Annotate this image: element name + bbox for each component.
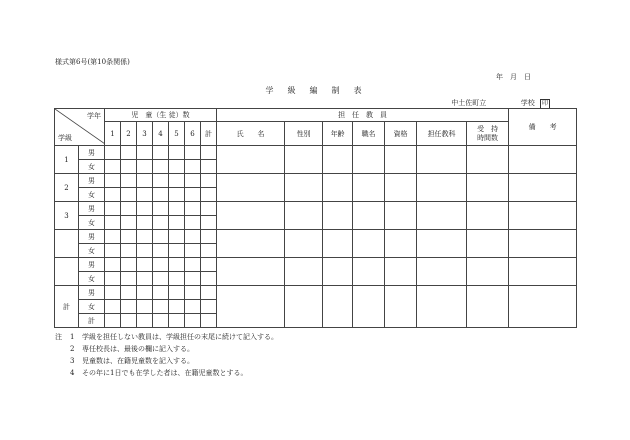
- student-count-cell[interactable]: [153, 230, 169, 244]
- student-count-cell[interactable]: [185, 160, 201, 174]
- teacher-info-cell[interactable]: [385, 174, 417, 202]
- grade-col-1: 1: [105, 122, 121, 146]
- teacher-info-cell[interactable]: [417, 230, 467, 258]
- student-count-cell[interactable]: [185, 216, 201, 230]
- grade-col-total: 計: [201, 122, 217, 146]
- remarks-cell[interactable]: [509, 258, 577, 286]
- teacher-info-cell[interactable]: [385, 286, 417, 328]
- student-count-cell[interactable]: [201, 160, 217, 174]
- remarks-header: 備 考: [509, 109, 577, 146]
- student-count-cell[interactable]: [169, 202, 185, 216]
- teacher-info-cell[interactable]: [217, 146, 285, 174]
- student-count-cell[interactable]: [201, 202, 217, 216]
- note-text: 学級を担任しない教員は、学級担任の末尾に続けて記入する。: [82, 333, 278, 341]
- student-count-cell[interactable]: [121, 258, 137, 272]
- student-count-cell[interactable]: [153, 216, 169, 230]
- teacher-info-cell[interactable]: [285, 258, 323, 286]
- teacher-col-subject: 担任教科: [417, 122, 467, 146]
- student-count-cell[interactable]: [169, 300, 185, 314]
- student-count-cell[interactable]: [153, 272, 169, 286]
- student-count-cell[interactable]: [185, 272, 201, 286]
- teacher-info-cell[interactable]: [353, 230, 385, 258]
- teacher-info-cell[interactable]: [467, 202, 509, 230]
- gender-label-cell: 女: [79, 216, 105, 230]
- student-count-cell[interactable]: [137, 314, 153, 328]
- gender-label-cell: 男: [79, 258, 105, 272]
- class-label-cell: 計: [55, 286, 79, 328]
- student-count-cell[interactable]: [169, 188, 185, 202]
- student-count-cell[interactable]: [121, 188, 137, 202]
- teacher-info-cell[interactable]: [353, 286, 385, 328]
- grade-col-3: 3: [137, 122, 153, 146]
- note-number: 1: [70, 333, 75, 341]
- remarks-cell[interactable]: [509, 230, 577, 258]
- teacher-info-cell[interactable]: [385, 258, 417, 286]
- student-count-cell[interactable]: [121, 272, 137, 286]
- table-row: [55, 146, 577, 160]
- teacher-info-cell[interactable]: [385, 202, 417, 230]
- teacher-info-cell[interactable]: [323, 230, 353, 258]
- student-count-cell[interactable]: [169, 216, 185, 230]
- note-item: [70, 344, 194, 354]
- teacher-info-cell[interactable]: [417, 146, 467, 174]
- note-number: 2: [70, 345, 75, 353]
- student-count-cell[interactable]: [121, 174, 137, 188]
- student-count-cell[interactable]: [105, 174, 121, 188]
- teacher-info-cell[interactable]: [385, 146, 417, 174]
- corner-class-label: 学級: [58, 134, 72, 142]
- student-count-cell[interactable]: [169, 160, 185, 174]
- student-count-cell[interactable]: [105, 216, 121, 230]
- student-count-cell[interactable]: [185, 314, 201, 328]
- teacher-info-cell[interactable]: [417, 258, 467, 286]
- student-count-cell[interactable]: [169, 230, 185, 244]
- student-count-cell[interactable]: [185, 258, 201, 272]
- gender-label-cell: 計: [79, 314, 105, 328]
- student-count-cell[interactable]: [105, 300, 121, 314]
- student-count-cell[interactable]: [137, 188, 153, 202]
- student-count-cell[interactable]: [185, 244, 201, 258]
- student-count-cell[interactable]: [121, 216, 137, 230]
- student-count-cell[interactable]: [105, 244, 121, 258]
- student-count-cell[interactable]: [153, 146, 169, 160]
- student-count-cell[interactable]: [201, 272, 217, 286]
- student-count-cell[interactable]: [201, 230, 217, 244]
- teacher-info-cell[interactable]: [285, 286, 323, 328]
- teacher-info-cell[interactable]: [217, 230, 285, 258]
- student-count-cell[interactable]: [185, 300, 201, 314]
- student-count-cell[interactable]: [137, 300, 153, 314]
- note-item: [70, 368, 247, 378]
- student-count-cell[interactable]: [121, 286, 137, 300]
- note-text: 専任校長は、最後の欄に記入する。: [82, 345, 194, 353]
- teacher-info-cell[interactable]: [285, 174, 323, 202]
- student-count-cell[interactable]: [153, 300, 169, 314]
- teacher-info-cell[interactable]: [323, 146, 353, 174]
- table-row: [55, 202, 577, 216]
- student-count-cell[interactable]: [201, 174, 217, 188]
- grade-col-2: 2: [121, 122, 137, 146]
- teacher-info-cell[interactable]: [353, 258, 385, 286]
- note-text: その年に1日でも在学した者は、在籍児童数とする。: [82, 369, 248, 377]
- corner-grade-label: 学年: [87, 112, 101, 120]
- student-count-cell[interactable]: [105, 202, 121, 216]
- gender-label-cell: 男: [79, 174, 105, 188]
- student-count-cell[interactable]: [201, 188, 217, 202]
- gender-label-cell: 女: [79, 188, 105, 202]
- table-row: [55, 286, 577, 300]
- student-count-cell[interactable]: [105, 146, 121, 160]
- student-count-cell[interactable]: [121, 146, 137, 160]
- teacher-info-cell[interactable]: [417, 202, 467, 230]
- teacher-info-cell[interactable]: [217, 174, 285, 202]
- student-count-cell[interactable]: [121, 300, 137, 314]
- student-count-cell[interactable]: [137, 160, 153, 174]
- remarks-cell[interactable]: [509, 146, 577, 174]
- gender-label-cell: 男: [79, 146, 105, 160]
- student-count-cell[interactable]: [201, 244, 217, 258]
- student-count-cell[interactable]: [185, 202, 201, 216]
- homeroom-teacher-header: 担 任 教 員: [217, 109, 509, 122]
- teacher-info-cell[interactable]: [285, 202, 323, 230]
- corner-header-cell: [55, 109, 105, 146]
- student-count-cell[interactable]: [105, 272, 121, 286]
- gender-label-cell: 男: [79, 202, 105, 216]
- table-row: [55, 174, 577, 188]
- student-count-cell[interactable]: [153, 174, 169, 188]
- student-count-cell[interactable]: [201, 216, 217, 230]
- gender-label-cell: 女: [79, 300, 105, 314]
- student-count-cell[interactable]: [201, 314, 217, 328]
- student-count-cell[interactable]: [105, 160, 121, 174]
- teacher-info-cell[interactable]: [385, 230, 417, 258]
- teacher-col-position: 職名: [353, 122, 385, 146]
- teacher-info-cell[interactable]: [353, 202, 385, 230]
- student-count-cell[interactable]: [169, 174, 185, 188]
- student-count-cell[interactable]: [201, 258, 217, 272]
- teacher-info-cell[interactable]: [217, 286, 285, 328]
- note-item: [70, 332, 278, 342]
- teacher-info-cell[interactable]: [467, 230, 509, 258]
- student-count-cell[interactable]: [105, 188, 121, 202]
- student-count-cell[interactable]: [153, 286, 169, 300]
- note-number: 4: [70, 369, 75, 377]
- notes-label: 注: [55, 333, 62, 341]
- student-count-cell[interactable]: [153, 160, 169, 174]
- student-count-cell[interactable]: [105, 314, 121, 328]
- teacher-info-cell[interactable]: [323, 174, 353, 202]
- teacher-info-cell[interactable]: [217, 202, 285, 230]
- teacher-info-cell[interactable]: [323, 202, 353, 230]
- teacher-info-cell[interactable]: [217, 258, 285, 286]
- gender-label-cell: 女: [79, 160, 105, 174]
- grade-col-5: 5: [169, 122, 185, 146]
- gender-label-cell: 男: [79, 230, 105, 244]
- teacher-info-cell[interactable]: [467, 174, 509, 202]
- student-count-cell[interactable]: [121, 160, 137, 174]
- gender-label-cell: 女: [79, 244, 105, 258]
- class-label-cell: 1: [55, 146, 79, 174]
- student-count-cell[interactable]: [169, 244, 185, 258]
- student-count-cell[interactable]: [137, 230, 153, 244]
- school-suffix: 学校: [520, 99, 535, 107]
- gender-label-cell: 女: [79, 272, 105, 286]
- student-count-cell[interactable]: [153, 188, 169, 202]
- student-count-cell[interactable]: [185, 174, 201, 188]
- teacher-info-cell[interactable]: [285, 230, 323, 258]
- student-count-cell[interactable]: [153, 202, 169, 216]
- remarks-cell[interactable]: [509, 202, 577, 230]
- teacher-info-cell[interactable]: [467, 146, 509, 174]
- class-label-cell: 3: [55, 202, 79, 230]
- student-count-cell[interactable]: [201, 300, 217, 314]
- teacher-info-cell[interactable]: [353, 174, 385, 202]
- teacher-info-cell[interactable]: [353, 146, 385, 174]
- children-count-header: 児 童（生 徒）数: [105, 109, 217, 122]
- student-count-cell[interactable]: [121, 244, 137, 258]
- teacher-col-name: 氏 名: [217, 122, 285, 146]
- teacher-info-cell[interactable]: [417, 174, 467, 202]
- document-title: 学 級 編 制 表: [265, 86, 365, 95]
- note-item: [70, 356, 194, 366]
- student-count-cell[interactable]: [153, 258, 169, 272]
- remarks-cell[interactable]: [509, 286, 577, 328]
- student-count-cell[interactable]: [169, 314, 185, 328]
- student-count-cell[interactable]: [121, 314, 137, 328]
- student-count-cell[interactable]: [201, 286, 217, 300]
- table-body: [55, 146, 577, 328]
- student-count-cell[interactable]: [137, 216, 153, 230]
- student-count-cell[interactable]: [137, 286, 153, 300]
- student-count-cell[interactable]: [185, 286, 201, 300]
- student-count-cell[interactable]: [137, 258, 153, 272]
- table-row: [55, 230, 577, 244]
- teacher-col-license: 資格: [385, 122, 417, 146]
- student-count-cell[interactable]: [153, 244, 169, 258]
- grade-col-6: 6: [185, 122, 201, 146]
- student-count-cell[interactable]: [137, 272, 153, 286]
- student-count-cell[interactable]: [169, 258, 185, 272]
- remarks-cell[interactable]: [509, 174, 577, 202]
- grade-col-4: 4: [153, 122, 169, 146]
- gender-label-cell: 男: [79, 286, 105, 300]
- student-count-cell[interactable]: [121, 202, 137, 216]
- student-count-cell[interactable]: [169, 272, 185, 286]
- student-count-cell[interactable]: [137, 146, 153, 160]
- student-count-cell[interactable]: [185, 146, 201, 160]
- student-count-cell[interactable]: [121, 230, 137, 244]
- table-row: [55, 258, 577, 272]
- student-count-cell[interactable]: [169, 286, 185, 300]
- school-prefix: 中土佐町立: [451, 99, 487, 107]
- student-count-cell[interactable]: [185, 230, 201, 244]
- teacher-info-cell[interactable]: [285, 146, 323, 174]
- class-organization-table: [54, 108, 577, 328]
- student-count-cell[interactable]: [137, 174, 153, 188]
- student-count-cell[interactable]: [201, 146, 217, 160]
- class-label-cell: [55, 230, 79, 258]
- class-label-cell: [55, 258, 79, 286]
- student-count-cell[interactable]: [153, 314, 169, 328]
- note-number: 3: [70, 357, 75, 365]
- student-count-cell[interactable]: [105, 230, 121, 244]
- student-count-cell[interactable]: [137, 244, 153, 258]
- student-count-cell[interactable]: [169, 146, 185, 160]
- teacher-info-cell[interactable]: [467, 258, 509, 286]
- student-count-cell[interactable]: [105, 258, 121, 272]
- teacher-info-cell[interactable]: [323, 258, 353, 286]
- teacher-col-age: 年齢: [323, 122, 353, 146]
- teacher-col-hours: 受 持 時間数: [467, 122, 509, 146]
- teacher-info-cell[interactable]: [323, 286, 353, 328]
- student-count-cell[interactable]: [105, 286, 121, 300]
- teacher-info-cell[interactable]: [467, 286, 509, 328]
- student-count-cell[interactable]: [137, 202, 153, 216]
- teacher-col-gender: 性別: [285, 122, 323, 146]
- note-text: 児童数は、在籍児童数を記入する。: [82, 357, 194, 365]
- seal-stamp: 印: [541, 100, 548, 107]
- teacher-info-cell[interactable]: [417, 286, 467, 328]
- date-line: 年 月 日: [496, 73, 531, 81]
- class-label-cell: 2: [55, 174, 79, 202]
- student-count-cell[interactable]: [185, 188, 201, 202]
- form-number-label: 様式第6号(第10条関係): [55, 58, 130, 66]
